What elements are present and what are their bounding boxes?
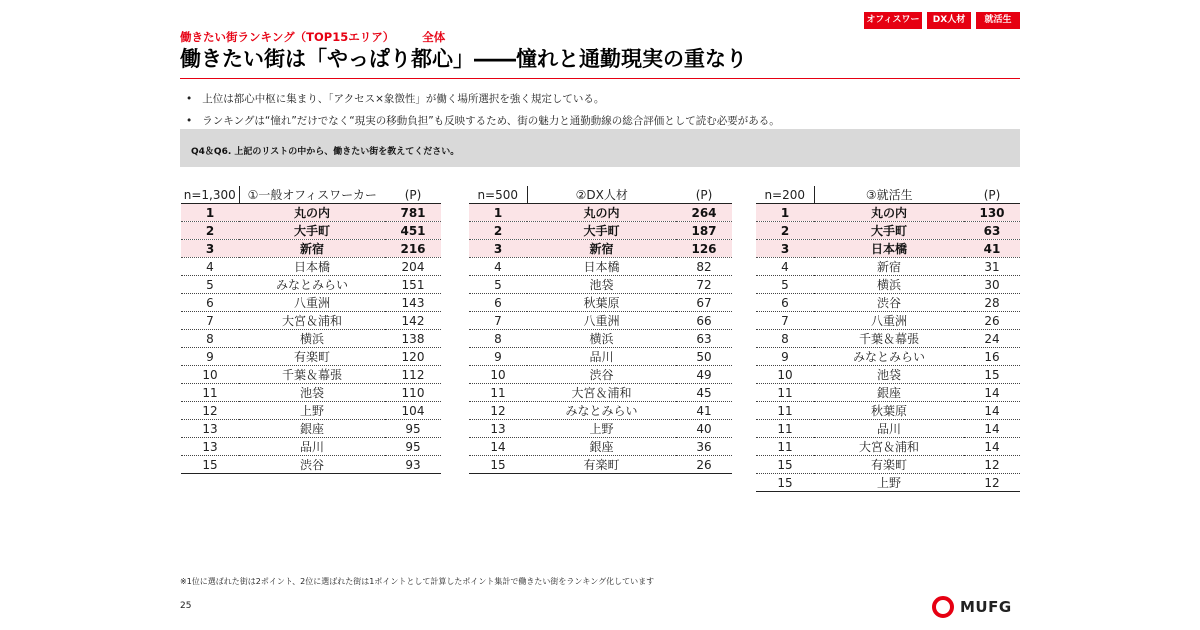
rank-cell: 6	[469, 294, 527, 312]
points-cell: 14	[964, 438, 1020, 456]
points-header: (P)	[676, 186, 732, 204]
points-cell: 50	[676, 348, 732, 366]
rank-cell: 11	[756, 402, 814, 420]
points-cell: 264	[676, 204, 732, 222]
subtitle-text: 働きたい街ランキング（TOP15エリア）	[180, 30, 395, 44]
rank-cell: 7	[181, 312, 239, 330]
rank-cell: 10	[181, 366, 239, 384]
points-cell: 781	[385, 204, 441, 222]
rank-cell: 13	[469, 420, 527, 438]
area-cell: 有楽町	[239, 348, 385, 366]
area-cell: 大手町	[814, 222, 964, 240]
table-row	[469, 330, 732, 348]
rank-cell: 9	[181, 348, 239, 366]
area-cell: 日本橋	[814, 240, 964, 258]
table-header-row	[469, 186, 732, 204]
area-cell: 千葉＆幕張	[239, 366, 385, 384]
area-cell: 池袋	[239, 384, 385, 402]
points-cell: 12	[964, 456, 1020, 474]
area-cell: 丸の内	[239, 204, 385, 222]
area-cell: 有楽町	[814, 456, 964, 474]
rank-cell: 15	[469, 456, 527, 474]
area-cell: 大宮＆浦和	[814, 438, 964, 456]
logo-text: MUFG	[960, 598, 1012, 616]
rank-cell: 13	[181, 420, 239, 438]
table-row	[181, 294, 441, 312]
area-cell: 大宮＆浦和	[527, 384, 676, 402]
table-row	[181, 240, 441, 258]
rank-cell: 2	[756, 222, 814, 240]
area-cell: 新宿	[239, 240, 385, 258]
bullet-item: • 上位は都心中枢に集まり、「アクセス×象徴性」が働く場所選択を強く規定している。	[186, 88, 780, 110]
table-row	[181, 438, 441, 456]
points-cell: 40	[676, 420, 732, 438]
question-box	[180, 129, 1020, 167]
area-cell: 池袋	[527, 276, 676, 294]
rank-cell: 3	[756, 240, 814, 258]
table-row	[181, 276, 441, 294]
points-cell: 28	[964, 294, 1020, 312]
points-cell: 14	[964, 402, 1020, 420]
rank-cell: 10	[469, 366, 527, 384]
table-row	[469, 294, 732, 312]
segment-header: ①一般オフィスワーカー	[239, 186, 385, 204]
title-divider	[180, 78, 1020, 79]
area-cell: 品川	[239, 438, 385, 456]
table-row	[181, 258, 441, 276]
table-row	[756, 348, 1020, 366]
table-row	[469, 456, 732, 474]
segment-tags	[864, 12, 1020, 42]
points-cell: 41	[676, 402, 732, 420]
points-cell: 72	[676, 276, 732, 294]
rank-cell: 14	[469, 438, 527, 456]
rank-cell: 15	[756, 474, 814, 492]
rank-cell: 1	[469, 204, 527, 222]
points-cell: 14	[964, 420, 1020, 438]
area-cell: 横浜	[239, 330, 385, 348]
rank-cell: 3	[181, 240, 239, 258]
area-cell: 丸の内	[814, 204, 964, 222]
area-cell: 銀座	[814, 384, 964, 402]
rank-cell: 6	[181, 294, 239, 312]
rank-cell: 6	[756, 294, 814, 312]
points-cell: 15	[964, 366, 1020, 384]
bullet-list	[186, 88, 780, 132]
area-cell: みなとみらい	[239, 276, 385, 294]
table-row	[181, 420, 441, 438]
table-row	[756, 294, 1020, 312]
rank-cell: 7	[756, 312, 814, 330]
area-cell: 渋谷	[527, 366, 676, 384]
rank-cell: 8	[756, 330, 814, 348]
table-row	[756, 330, 1020, 348]
rank-cell: 12	[181, 402, 239, 420]
question-text: Q4＆Q6. 上記のリストの中から、働きたい街を教えてください。	[191, 147, 460, 157]
table-row	[756, 240, 1020, 258]
rank-cell: 3	[469, 240, 527, 258]
area-cell: 新宿	[527, 240, 676, 258]
points-cell: 130	[964, 204, 1020, 222]
points-cell: 45	[676, 384, 732, 402]
ranking-table-job-seeker	[756, 186, 1020, 492]
area-cell: 秋葉原	[527, 294, 676, 312]
table-row	[181, 312, 441, 330]
table-header-row	[181, 186, 441, 204]
table-row	[181, 348, 441, 366]
rank-cell: 1	[181, 204, 239, 222]
bullet-item: • ランキングは“憧れ”だけでなく“現実の移動負担”も反映するため、街の魅力と通勤動線の総合評価として読む必要がある。	[186, 110, 780, 132]
points-cell: 143	[385, 294, 441, 312]
area-cell: 日本橋	[239, 258, 385, 276]
table-header-row	[756, 186, 1020, 204]
table-row	[469, 366, 732, 384]
points-cell: 110	[385, 384, 441, 402]
points-cell: 204	[385, 258, 441, 276]
rank-cell: 2	[469, 222, 527, 240]
area-cell: みなとみらい	[527, 402, 676, 420]
points-cell: 82	[676, 258, 732, 276]
area-cell: 八重洲	[527, 312, 676, 330]
rank-cell: 15	[756, 456, 814, 474]
table-row	[756, 258, 1020, 276]
rank-cell: 9	[756, 348, 814, 366]
table-row	[469, 240, 732, 258]
points-cell: 142	[385, 312, 441, 330]
area-cell: 品川	[814, 420, 964, 438]
points-cell: 95	[385, 420, 441, 438]
footnote: ※1位に選ばれた街は2ポイント、2位に選ばれた街は1ポイントとして計算したポイント集計で働きたい街をランキング化しています	[180, 577, 655, 586]
table-row	[181, 402, 441, 420]
subtitle-scope: 全体	[422, 30, 446, 44]
area-cell: 池袋	[814, 366, 964, 384]
ranking-table-office-worker	[181, 186, 441, 474]
area-cell: 八重洲	[239, 294, 385, 312]
rank-cell: 5	[181, 276, 239, 294]
rank-cell: 11	[756, 438, 814, 456]
rank-cell: 1	[756, 204, 814, 222]
points-cell: 63	[676, 330, 732, 348]
table-row	[181, 330, 441, 348]
rank-cell: 2	[181, 222, 239, 240]
points-cell: 216	[385, 240, 441, 258]
page-title: 働きたい街は「やっぱり都心」――憧れと通勤現実の重なり	[180, 47, 747, 71]
table-row	[469, 312, 732, 330]
points-cell: 93	[385, 456, 441, 474]
table-row	[756, 438, 1020, 456]
sample-size-header: n=200	[756, 186, 814, 204]
area-cell: 秋葉原	[814, 402, 964, 420]
points-cell: 14	[964, 384, 1020, 402]
table-row	[469, 420, 732, 438]
rank-cell: 11	[756, 384, 814, 402]
table-row	[181, 222, 441, 240]
points-cell: 63	[964, 222, 1020, 240]
points-cell: 120	[385, 348, 441, 366]
area-cell: 横浜	[527, 330, 676, 348]
rank-cell: 5	[756, 276, 814, 294]
points-cell: 49	[676, 366, 732, 384]
points-cell: 24	[964, 330, 1020, 348]
table-row	[756, 474, 1020, 492]
sample-size-header: n=1,300	[181, 186, 239, 204]
rank-cell: 12	[469, 402, 527, 420]
table-row	[756, 204, 1020, 222]
mufg-logo	[932, 596, 1012, 618]
area-cell: 八重洲	[814, 312, 964, 330]
table-row	[756, 402, 1020, 420]
points-cell: 36	[676, 438, 732, 456]
table-row	[756, 384, 1020, 402]
rank-cell: 11	[469, 384, 527, 402]
area-cell: 上野	[814, 474, 964, 492]
rank-cell: 13	[181, 438, 239, 456]
points-cell: 31	[964, 258, 1020, 276]
points-cell: 451	[385, 222, 441, 240]
table-row	[469, 258, 732, 276]
area-cell: 渋谷	[239, 456, 385, 474]
segment-header: ②DX人材	[527, 186, 676, 204]
area-cell: 大手町	[239, 222, 385, 240]
table-row	[469, 204, 732, 222]
area-cell: みなとみらい	[814, 348, 964, 366]
area-cell: 渋谷	[814, 294, 964, 312]
rank-cell: 11	[181, 384, 239, 402]
points-cell: 41	[964, 240, 1020, 258]
table-row	[181, 456, 441, 474]
points-cell: 112	[385, 366, 441, 384]
rank-cell: 9	[469, 348, 527, 366]
table-row	[756, 276, 1020, 294]
points-cell: 67	[676, 294, 732, 312]
points-cell: 16	[964, 348, 1020, 366]
rank-cell: 8	[469, 330, 527, 348]
points-cell: 66	[676, 312, 732, 330]
tag-job-seeker: 就活生	[976, 12, 1020, 29]
area-cell: 丸の内	[527, 204, 676, 222]
page-number: 25	[180, 601, 192, 611]
table-row	[469, 222, 732, 240]
sample-size-header: n=500	[469, 186, 527, 204]
table-row	[181, 366, 441, 384]
points-cell: 12	[964, 474, 1020, 492]
points-header: (P)	[964, 186, 1020, 204]
area-cell: 銀座	[527, 438, 676, 456]
table-row	[756, 222, 1020, 240]
table-row	[469, 438, 732, 456]
area-cell: 有楽町	[527, 456, 676, 474]
rank-cell: 4	[756, 258, 814, 276]
table-row	[469, 276, 732, 294]
points-cell: 187	[676, 222, 732, 240]
points-cell: 151	[385, 276, 441, 294]
table-row	[756, 366, 1020, 384]
mufg-logo-icon	[932, 596, 954, 618]
table-row	[756, 312, 1020, 330]
table-row	[469, 348, 732, 366]
points-cell: 104	[385, 402, 441, 420]
table-row	[756, 456, 1020, 474]
tag-dx-talent: DX人材	[927, 12, 971, 29]
points-cell: 30	[964, 276, 1020, 294]
points-header: (P)	[385, 186, 441, 204]
rank-cell: 4	[181, 258, 239, 276]
area-cell: 上野	[527, 420, 676, 438]
area-cell: 大宮＆浦和	[239, 312, 385, 330]
table-row	[756, 420, 1020, 438]
points-cell: 138	[385, 330, 441, 348]
rank-cell: 5	[469, 276, 527, 294]
area-cell: 千葉＆幕張	[814, 330, 964, 348]
area-cell: 大手町	[527, 222, 676, 240]
points-cell: 126	[676, 240, 732, 258]
area-cell: 日本橋	[527, 258, 676, 276]
segment-header: ③就活生	[814, 186, 964, 204]
points-cell: 95	[385, 438, 441, 456]
area-cell: 横浜	[814, 276, 964, 294]
rank-cell: 10	[756, 366, 814, 384]
rank-cell: 4	[469, 258, 527, 276]
rank-cell: 8	[181, 330, 239, 348]
area-cell: 上野	[239, 402, 385, 420]
table-row	[469, 384, 732, 402]
points-cell: 26	[964, 312, 1020, 330]
area-cell: 品川	[527, 348, 676, 366]
points-cell: 26	[676, 456, 732, 474]
area-cell: 新宿	[814, 258, 964, 276]
area-cell: 銀座	[239, 420, 385, 438]
table-row	[469, 402, 732, 420]
table-row	[181, 384, 441, 402]
rank-cell: 15	[181, 456, 239, 474]
ranking-table-dx-talent	[469, 186, 732, 474]
rank-cell: 7	[469, 312, 527, 330]
table-row	[181, 204, 441, 222]
tag-office-worker: オフィスワーカー	[864, 12, 922, 29]
rank-cell: 11	[756, 420, 814, 438]
